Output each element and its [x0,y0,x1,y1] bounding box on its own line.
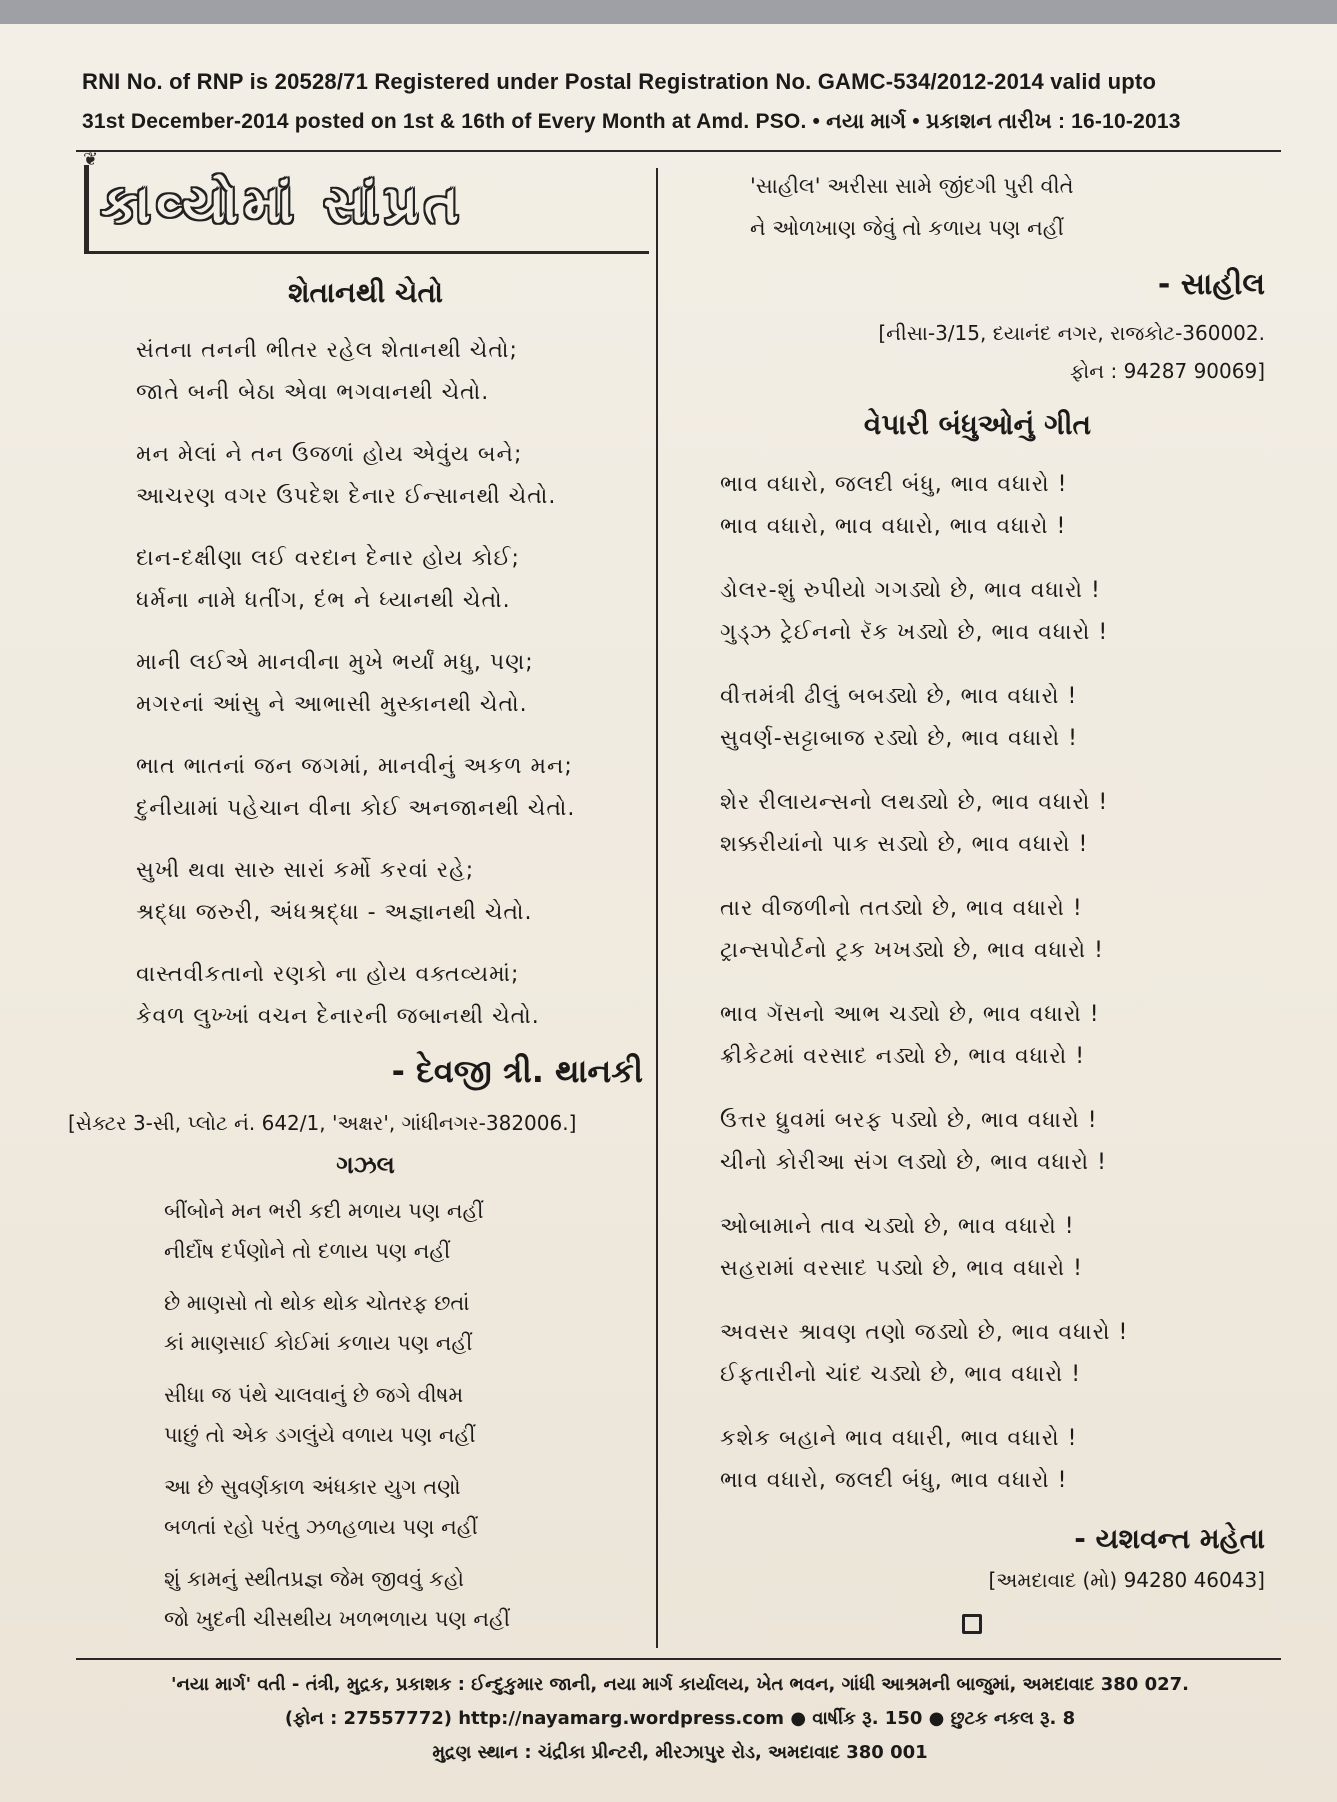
song-line: સહરામાં વરસાદ પડ્યો છે, ભાવ વધારો ! [720,1256,1083,1281]
ghazal-line: શું કામનું સ્થીતપ્રજ્ઞ જેમ જીવવું કહો [164,1567,465,1591]
header-line-2: 31st December-2014 posted on 1st & 16th of Every Month at Amd. PSO. • નયા માર્ગ • પ્રકાશન તારીખ : 16-10-2013 [82,110,1181,133]
poem-stanza [88,746,643,830]
poem-stanza [88,850,643,934]
ghazal-title: ગઝલ [336,1151,395,1179]
ghazal-line: જો ખુદની ચીસથીય ખળભળાય પણ નહીં [164,1607,510,1631]
song-stanza [690,570,1265,654]
song-line: સુવર્ણ-સટ્ટાબાજ રડ્યો છે, ભાવ વધારો ! [720,726,1078,751]
song-author: - યશવન્ત મહેતા [1074,1522,1265,1555]
song-stanza [690,1312,1265,1396]
song-stanza [690,1418,1265,1502]
poem-line: મન મેલાં ને તન ઉજળાં હોય એવુંય બને; [136,442,523,467]
address-line: [નીસા-3/15, દયાનંદ નગર, રાજકોટ-360002. [878,321,1265,345]
ghazal-stanza [88,1191,643,1271]
song-line: ભાવ વધારો, ભાવ વધારો, ભાવ વધારો ! [720,514,1067,539]
ghazal-line: 'સાહીલ' અરીસા સામે જીંદગી પુરી વીતે [750,174,1074,198]
ghazal-stanza [88,1283,643,1363]
left-column [68,149,643,1639]
poem-stanza [88,330,643,414]
ghazal-line: પાછું તો એક ડગલુંયે વળાય પણ નહીં [164,1423,476,1447]
footer-line-2: (ફોન : 27557772) http://nayamarg.wordpress.com ● વાર્ષીક રૂ. 150 ● છુટક નકલ રૂ. 8 [284,1708,1076,1729]
poem-line: મગરનાં આંસુ ને આભાસી મુસ્કાનથી ચેતો. [136,692,528,717]
poem-author-address: [સેક્ટર 3-સી, પ્લોટ નં. 642/1, 'અક્ષર', ગાંધીનગર-382006.] [68,1111,577,1135]
song-title: વેપારી બંધુઓનું ગીત [863,408,1092,441]
footer-rule [76,1658,1281,1660]
flourish-icon: ❦ [83,149,99,170]
header-rule [76,150,1281,152]
song-line: શક્કરીયાંનો પાક સડ્યો છે, ભાવ વધારો ! [720,832,1089,857]
poem-line: ભાત ભાતનાં જન જગમાં, માનવીનું અકળ મન; [136,754,573,779]
song-line: ઉત્તર ધ્રુવમાં બરફ પડ્યો છે, ભાવ વધારો ! [720,1108,1098,1133]
scan-top-edge [0,0,1337,24]
song-line: ડોલર-શું રુપીયો ગગડ્યો છે, ભાવ વધારો ! [720,578,1101,603]
poem-line: માની લઈએ માનવીના મુખે ભર્યાં મધુ, પણ; [136,650,534,675]
ghazal-stanza [88,1467,643,1547]
ghazal-closing-couplet [690,165,1265,249]
song-line: ઈફતારીનો ચાંદ ચડ્યો છે, ભાવ વધારો ! [720,1362,1082,1387]
song-stanza [690,782,1265,866]
song-stanza [690,1100,1265,1184]
song-line: ભાવ ગૅસનો આભ ચડ્યો છે, ભાવ વધારો ! [720,1002,1100,1027]
header-line-1: RNI No. of RNP is 20528/71 Registered under Postal Registration No. GAMC-534/2012-2014 valid upto [82,69,1157,94]
song-line: કશેક બહાને ભાવ વધારી, ભાવ વધારો ! [720,1426,1078,1451]
ghazal-line: છે માણસો તો થોક થોક ચોતરફ છતાં [164,1291,470,1315]
ghazal-author-address [690,314,1265,390]
footer-line-1: 'નયા માર્ગ' વતી - તંત્રી, મુદ્રક, પ્રકાશક : ઈન્દુકુમાર જાની, નયા માર્ગ કાર્યાલય, ખેત ભવન, ગાંધી આશ્રમની બાજુમાં, અમદાવાદ 380 027. [170,1674,1190,1695]
poem-line: સુખી થવા સારુ સારાં કર્મો કરવાં રહે; [136,858,475,883]
ghazal-line: ને ઓળખાણ જેવું તો કળાય પણ નહીં [750,216,1064,240]
song-line: તાર વીજળીનો તતડ્યો છે, ભાવ વધારો ! [720,896,1083,921]
song-stanza [690,1206,1265,1290]
poem-stanza [88,642,643,726]
postal-registration-header [82,62,1282,142]
song-stanza [690,888,1265,972]
section-banner [83,149,649,254]
end-mark-icon [962,1614,982,1634]
publisher-footer [90,1668,1270,1770]
poem-line: ધર્મના નામે ધતીંગ, દંભ ને ધ્યાનથી ચેતો. [136,588,511,613]
right-column [690,165,1265,1592]
poem-line: આચરણ વગર ઉપદેશ દેનાર ઈન્સાનથી ચેતો. [136,484,557,509]
ghazal-line: બીંબોને મન ભરી કદી મળાય પણ નહીં [164,1199,484,1223]
poem-line: સંતના તનની ભીતર રહેલ શેતાનથી ચેતો; [136,338,518,363]
song-line: ક્રીકેટમાં વરસાદ નડ્યો છે, ભાવ વધારો ! [720,1044,1086,1069]
poem-line: જાતે બની બેઠા એવા ભગવાનથી ચેતો. [136,380,490,405]
phone-line: ફોન : 94287 90069] [1069,359,1265,383]
song-line: વીત્તમંત્રી ઢીલું બબડ્યો છે, ભાવ વધારો ! [720,684,1078,709]
ghazal-line: બળતાં રહો પરંતુ ઝળહળાય પણ નહીં [164,1515,478,1539]
poem-author: - દેવજી ત્રી. થાનકી [391,1052,643,1090]
song-line: અવસર શ્રાવણ તણો જડ્યો છે, ભાવ વધારો ! [720,1320,1129,1345]
ghazal-line: આ છે સુવર્ણકાળ અંધકાર યુગ તણો [164,1475,461,1499]
ghazal-line: કાં માણસાઈ કોઈમાં કળાય પણ નહીં [164,1331,473,1355]
song-line: શેર રીલાયન્સનો લથડ્યો છે, ભાવ વધારો ! [720,790,1109,815]
poem-line: કેવળ લુખ્ખાં વચન દેનારની જબાનથી ચેતો. [136,1004,540,1029]
poem-stanza [88,434,643,518]
song-line: ભાવ વધારો, જલદી બંધુ, ભાવ વધારો ! [720,1468,1068,1493]
song-stanza [690,994,1265,1078]
poem-stanza [88,538,643,622]
poem-line: વાસ્તવીકતાનો રણકો ના હોય વક્તવ્યમાં; [136,962,520,987]
song-stanza [690,464,1265,548]
footer-line-3: મુદ્રણ સ્થાન : ચંદ્રીકા પ્રીન્ટરી, મીરઝાપુર રોડ, અમદાવાદ 380 001 [432,1742,928,1763]
song-line: ગુડ્ઝ ટ્રેઈનનો રૅક ખડ્યો છે, ભાવ વધારો ! [720,620,1109,645]
song-line: ભાવ વધારો, જલદી બંધુ, ભાવ વધારો ! [720,472,1068,497]
ghazal-stanza [88,1375,643,1455]
banner-title: કાવ્યોમાં સાંપ્રત [101,174,465,235]
column-divider [656,168,658,1648]
song-stanza [690,676,1265,760]
ghazal-line: સીધા જ પંથે ચાલવાનું છે જગે વીષમ [164,1383,464,1407]
ghazal-stanza [88,1559,643,1639]
poem-line: શ્રદ્ધા જરુરી, અંધશ્રદ્ધા - અજ્ઞાનથી ચેતો. [136,900,533,925]
song-author-address: [અમદાવાદ (મો) 94280 46043] [988,1568,1265,1592]
song-line: ઓબામાને તાવ ચડ્યો છે, ભાવ વધારો ! [720,1214,1075,1239]
ghazal-line: નીર્દોષ દર્પણોને તો દળાય પણ નહીં [164,1239,451,1263]
poem-stanza [88,954,643,1038]
song-line: ચીનો કોરીઆ સંગ લડ્યો છે, ભાવ વધારો ! [720,1150,1107,1175]
poem-line: દાન-દક્ષીણા લઈ વરદાન દેનાર હોય કોઈ; [136,546,520,571]
song-line: ટ્રાન્સપોર્ટનો ટ્રક ખખડ્યો છે, ભાવ વધારો ! [720,938,1104,963]
poem-title: શેતાનથી ચેતો [287,276,444,309]
poem-line: દુનીયામાં પહેચાન વીના કોઈ અનજાનથી ચેતો. [136,796,576,821]
ghazal-author: - સાહીલ [1157,267,1265,302]
